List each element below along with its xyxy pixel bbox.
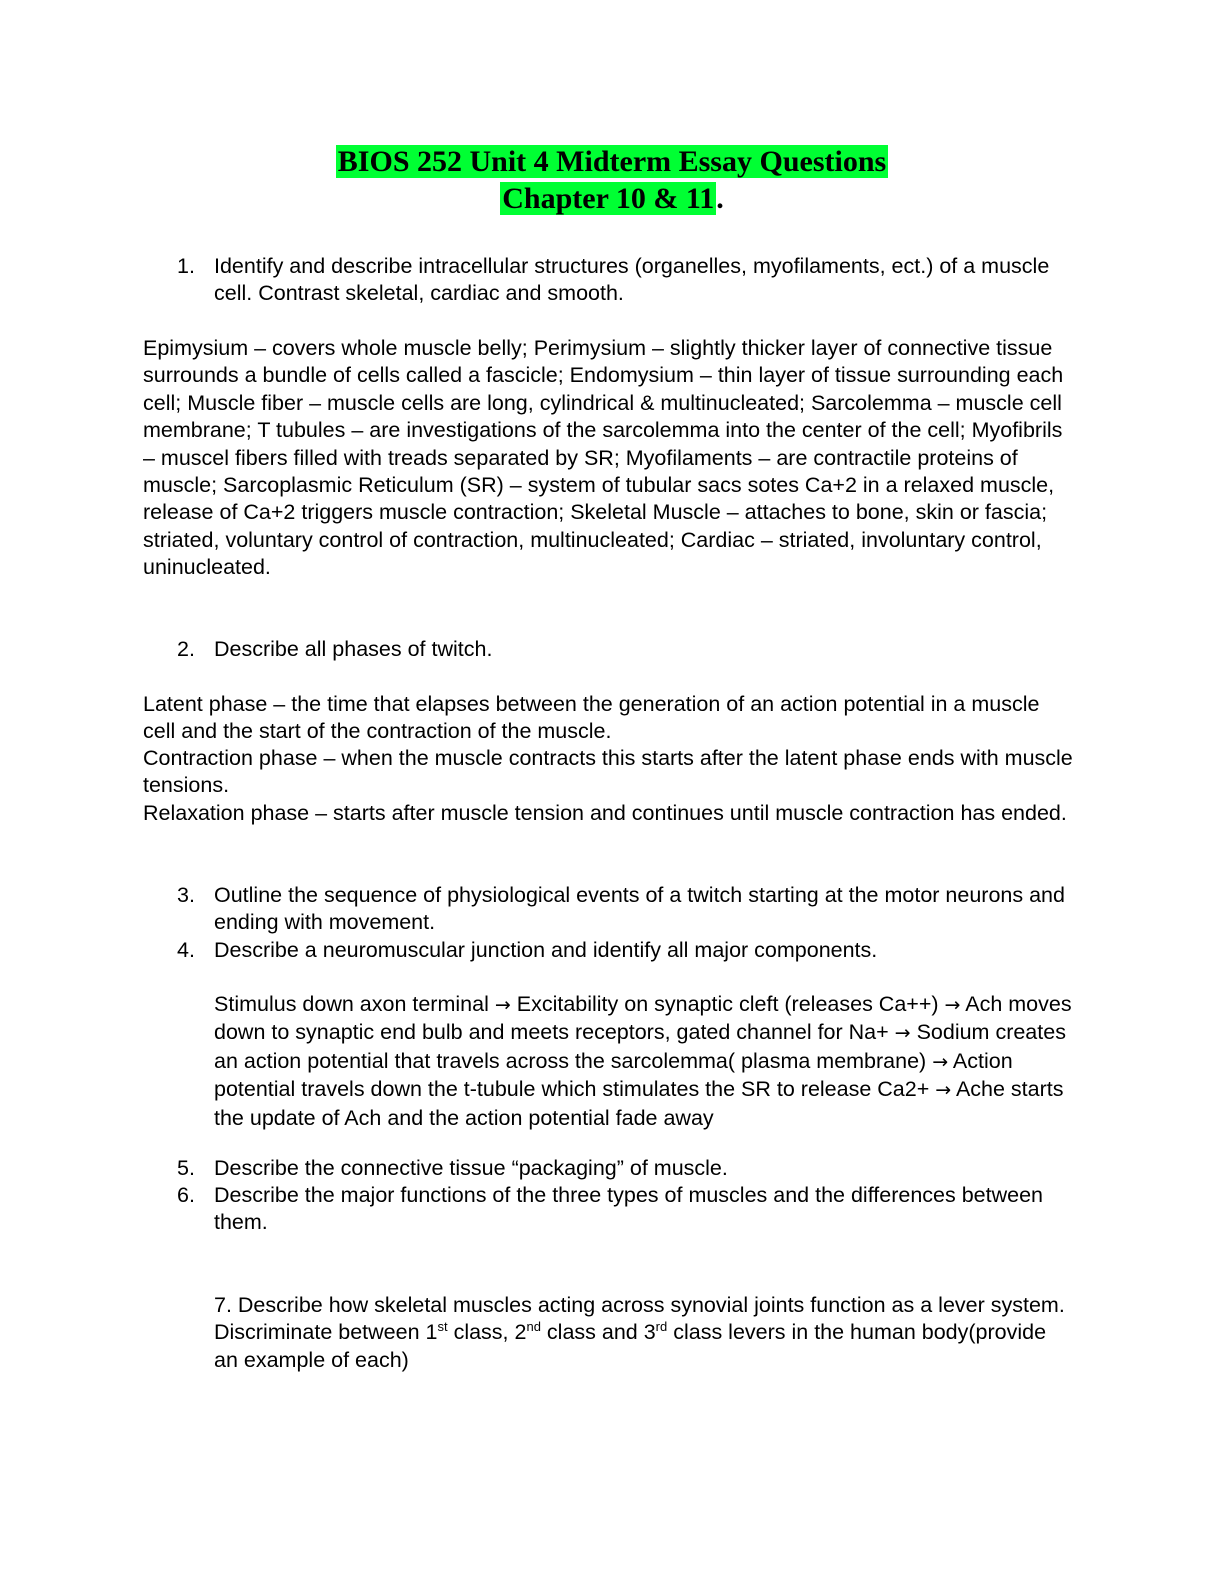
question-text: Describe a neuromuscular junction and identify all major components. [214,938,878,962]
question-number: 5. [177,1156,195,1180]
question-7-part: class, 2 [447,1320,527,1345]
question-7-part: class and 3 [540,1320,656,1345]
title-line-2: Chapter 10 & 11 [502,182,715,215]
step-2: Excitability on synaptic cleft (releases Ca++) [510,992,945,1016]
answer-1: Epimysium – covers whole muscle belly; Perimysium – slightly thicker layer of connective tissue surrounds a bundle of cells called a fascicle; Endomysium – thin layer of tissue surrounding each cell; Muscle fiber – muscle cells are long, cylindrical & multinucleated; Sarcolemma – muscle cell membrane; T tubules – are investigations of the sarcolemma into the center of the cell; Myofibrils – muscel fibers filled with treads separated by SR; Myofilaments – are contractile proteins of muscle; Sarcoplasmic Reticulum (SR) – system of tubular sacs sotes Ca+2 in a relaxed muscle, release of Ca+2 triggers muscle contraction; Skeletal Muscle – attaches to bone, skin or fascia; striated, voluntary control of contraction, multinucleated; Cardiac – striated, involuntary control, uninucleated. [143,336,1064,580]
question-number: 4. [177,938,195,962]
title-period: . [716,182,724,215]
arrow-right-icon: → [932,1050,949,1073]
answer-2-relaxation: Relaxation phase – starts after muscle tension and continues until muscle contraction has ended. [143,801,1067,825]
question-number: 1. [177,254,195,278]
arrow-right-icon: → [944,994,961,1016]
step-5: Action potential travels down the t-tubule which stimulates the SR to release Ca2+ [214,1048,1013,1102]
title-line-1: BIOS 252 Unit 4 Midterm Essay Questions [337,145,887,178]
question-number: 6. [177,1183,195,1207]
arrow-right-icon: → [494,994,511,1016]
question-number: 2. [177,637,195,661]
question-7-part: class levers in the human body(provide an example of each) [214,1320,1047,1372]
step-4: Sodium creates an action potential that travels across the sarcolemma( plasma membrane) [214,1020,1066,1073]
superscript: st [437,1319,448,1335]
answer-2-latent: Latent phase – the time that elapses between the generation of an action potential in a muscle cell and the start of the contraction of the muscle. [143,692,1040,744]
superscript: rd [655,1319,668,1335]
answer-2-contraction: Contraction phase – when the muscle contracts this starts after the latent phase ends with muscle tensions. [143,746,1073,798]
question-text: Describe all phases of twitch. [214,637,493,661]
question-text: Identify and describe intracellular structures (organelles, myofilaments, ect.) of a muscle cell. Contrast skeletal, cardiac and smooth. [214,254,1050,306]
arrow-right-icon: → [935,1079,952,1102]
question-7-part: 7. Describe how skeletal muscles acting across synovial joints function as a lever system. Discriminate between 1 [214,1293,1065,1345]
answer-4 [214,991,1074,1132]
step-1: Stimulus down axon terminal [214,992,495,1016]
question-7 [214,1292,1074,1374]
document-subtitle [0,181,1224,217]
question-text: Describe the major functions of the three types of muscles and the differences between them. [214,1183,1044,1235]
superscript: nd [526,1319,541,1335]
step-3: Ach moves down to synaptic end bulb and meets receptors, gated channel for Na+ [214,992,1072,1045]
question-number: 3. [177,883,195,907]
question-text: Outline the sequence of physiological events of a twitch starting at the motor neurons and ending with movement. [214,883,1065,935]
document-title [0,144,1224,180]
step-6: Ache starts the update of Ach and the action potential fade away [214,1077,1064,1130]
question-text: Describe the connective tissue “packaging” of muscle. [214,1156,728,1180]
arrow-right-icon: → [894,1022,911,1045]
